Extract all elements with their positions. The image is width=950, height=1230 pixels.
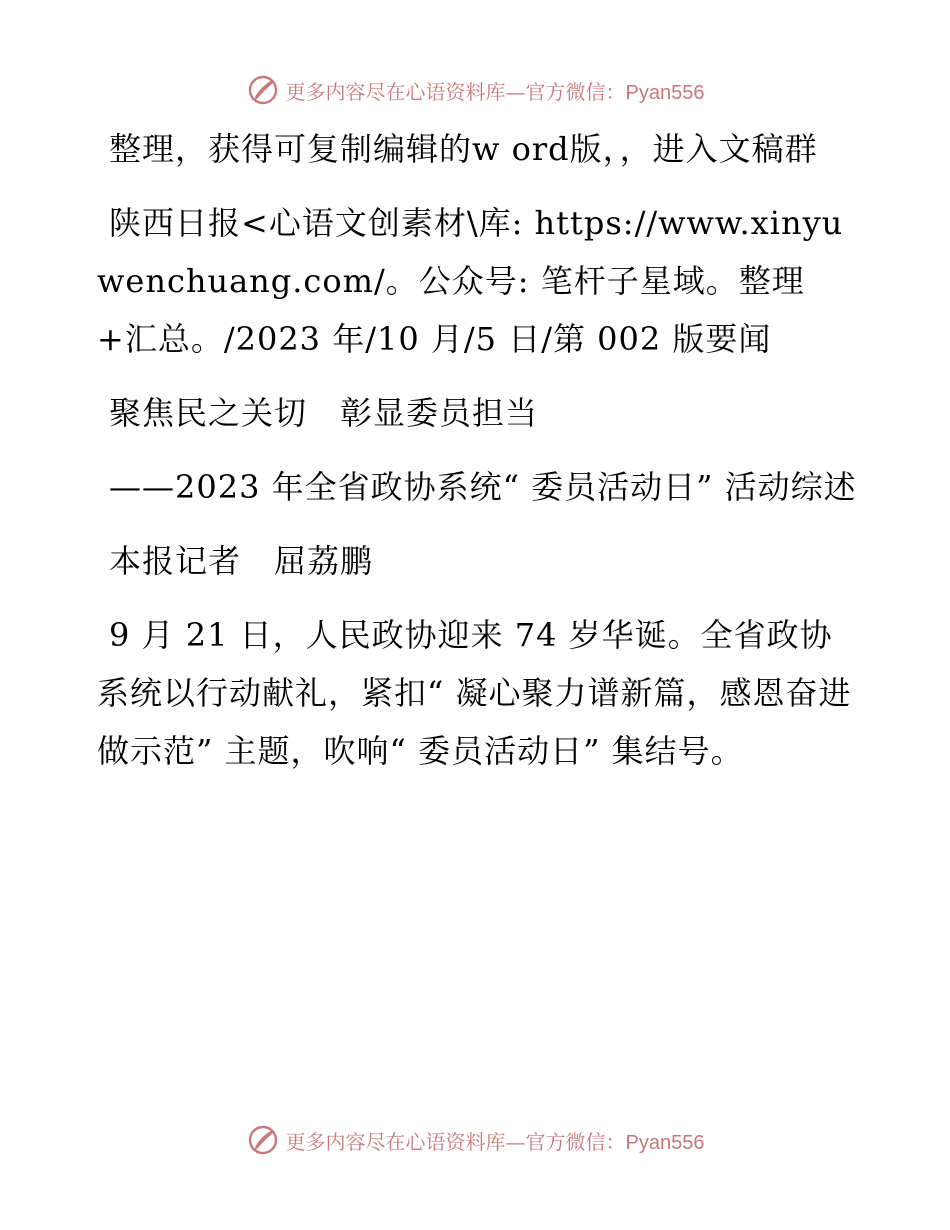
brush-logo-icon	[246, 73, 280, 107]
paragraph-source: 陕西日报<心语文创素材\库: https://www.xinyuwenchuang.com/。公众号: 笔杆子星域。整理+汇总。/2023 年/10 月/5 日/第 002 版要闻	[97, 204, 844, 358]
brush-logo-icon	[246, 1123, 280, 1157]
footer-watermark	[0, 1120, 950, 1160]
document-body	[97, 120, 857, 796]
watermark-text: 更多内容尽在心语资料库—官方微信：Pyan556	[285, 79, 705, 104]
header-watermark	[0, 70, 950, 110]
paragraph-body: 9 月 21 日，人民政协迎来 74 岁华诞。全省政协系统以行动献礼，紧扣“ 凝心聚力谱新篇，感恩奋进做示范” 主题，吹响“ 委员活动日” 集结号。	[97, 616, 852, 770]
watermark-text: 更多内容尽在心语资料库—官方微信：Pyan556	[285, 1129, 705, 1154]
article-byline: 本报记者 屈荔鹏	[109, 542, 374, 580]
paragraph-intro: 整理，获得可复制编辑的w ord版，，进入文稿群	[109, 130, 818, 168]
article-subtitle: ——2023 年全省政协系统“ 委员活动日” 活动综述	[109, 468, 857, 506]
article-title: 聚焦民之关切 彰显委员担当	[109, 394, 539, 432]
